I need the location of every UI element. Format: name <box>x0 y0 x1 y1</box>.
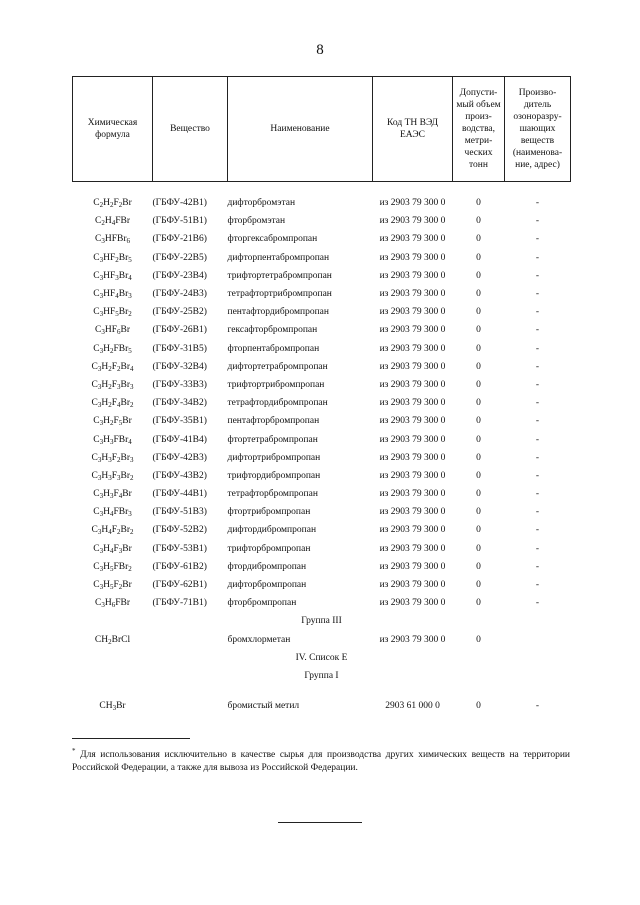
formula-cell <box>73 230 153 248</box>
table-row <box>73 194 571 212</box>
volume-cell: 0 <box>476 343 481 354</box>
hs-code-cell: из 2903 79 300 0 <box>379 416 446 427</box>
hs-code-cell: из 2903 79 300 0 <box>379 561 446 572</box>
table-row <box>73 212 571 230</box>
substance-code-cell: (ГБФУ-22В5) <box>152 252 207 263</box>
volume-cell: 0 <box>476 416 481 427</box>
table-row <box>73 521 571 539</box>
table-row <box>73 376 571 394</box>
substance-name-cell: фтортрибромпропан <box>227 507 311 518</box>
formula-cell <box>73 285 153 303</box>
formula-cell <box>73 467 153 485</box>
volume-cell: 0 <box>476 580 481 591</box>
substance-code-cell: (ГБФУ-26В1) <box>152 325 207 336</box>
substance-code-cell <box>153 631 228 649</box>
hs-code-cell: из 2903 79 300 0 <box>379 598 446 609</box>
formula-cell <box>73 576 153 594</box>
header-volume: Допусти-мый объем произ-водства, метри-ческих тонн <box>453 77 505 182</box>
chemical-formula: $C_3HFBr_6$ <box>95 234 130 246</box>
spacer-row <box>73 182 571 195</box>
formula-cell <box>73 303 153 321</box>
table-row <box>73 467 571 485</box>
substance-code-cell: (ГБФУ-35В1) <box>152 416 207 427</box>
group-iii-heading: Группа III <box>301 616 342 627</box>
substance-code-cell: (ГБФУ-34В2) <box>152 398 207 409</box>
header-hs-code: Код ТН ВЭД ЕАЭС <box>373 77 453 182</box>
hs-code-cell: из 2903 79 300 0 <box>379 507 446 518</box>
hs-code-cell: из 2903 79 300 0 <box>379 325 446 336</box>
table-row <box>73 485 571 503</box>
producer-cell: - <box>535 343 540 354</box>
footnote <box>72 745 570 775</box>
chemical-formula: $C_3H_4F_2Br_2$ <box>91 525 134 537</box>
producer-cell: - <box>535 543 540 554</box>
chemical-formula: $C_2H_2F_2Br$ <box>93 198 132 210</box>
volume-cell: 0 <box>476 701 481 712</box>
producer-cell: - <box>535 701 540 712</box>
chemical-formula: $C_3HF_5Br_2$ <box>93 307 132 319</box>
substance-code-cell: (ГБФУ-51В3) <box>152 507 207 518</box>
producer-cell: - <box>535 489 540 500</box>
table-row <box>73 249 571 267</box>
substance-name-cell: тетрафтортрибромпропан <box>227 289 332 300</box>
chemical-formula: $C_3H_6FBr$ <box>94 598 130 610</box>
volume-cell: 0 <box>476 543 481 554</box>
substance-name-cell: трифторбромпропан <box>227 543 311 554</box>
volume-cell: 0 <box>476 398 481 409</box>
hs-code-cell: из 2903 79 300 0 <box>379 434 446 445</box>
page-end-line <box>278 822 362 823</box>
chemical-formula: $C_3H_3F_4Br$ <box>93 489 132 501</box>
table-row <box>73 631 571 649</box>
producer-cell: - <box>535 525 540 536</box>
formula-cell <box>73 267 153 285</box>
producer-cell: - <box>535 416 540 427</box>
table-row <box>73 558 571 576</box>
chemical-formula: $C_3H_2F_3Br_3$ <box>91 379 134 391</box>
formula-cell <box>73 503 153 521</box>
hs-code-cell: из 2903 79 300 0 <box>379 580 446 591</box>
formula-cell <box>73 485 153 503</box>
chemical-formula: $C_3H_4FBr_3$ <box>93 507 132 519</box>
substance-code-cell: (ГБФУ-51В1) <box>152 216 207 227</box>
volume-cell: 0 <box>476 252 481 263</box>
formula-cell <box>73 412 153 430</box>
chemical-formula: $C_3H_2F_4Br_2$ <box>91 398 134 410</box>
producer-cell: - <box>535 452 540 463</box>
producer-cell: - <box>535 470 540 481</box>
chemical-formula: $C_3HF_3Br_4$ <box>93 270 132 282</box>
table-tail <box>73 612 571 715</box>
producer-cell: - <box>535 234 540 245</box>
producer-cell: - <box>535 289 540 300</box>
formula-cell <box>73 249 153 267</box>
hs-code-cell: из 2903 79 300 0 <box>379 543 446 554</box>
volume-cell: 0 <box>476 289 481 300</box>
substance-name-cell: дифторбромпропан <box>227 580 307 591</box>
formula-cell <box>73 321 153 339</box>
table-row <box>73 358 571 376</box>
table-row <box>73 267 571 285</box>
hs-code-cell: из 2903 79 300 0 <box>379 252 446 263</box>
substance-code-cell: (ГБФУ-44В1) <box>152 489 207 500</box>
chemical-formula: $C_3H_5F_2Br$ <box>93 580 132 592</box>
substance-code-cell: (ГБФУ-42В3) <box>152 452 207 463</box>
group-row <box>73 612 571 630</box>
hs-code-cell: из 2903 79 300 0 <box>379 634 446 645</box>
volume-cell: 0 <box>476 634 481 645</box>
producer-cell: - <box>535 507 540 518</box>
list-e-heading: IV. Список Е <box>295 652 348 663</box>
substances-table <box>72 76 571 715</box>
volume-cell: 0 <box>476 307 481 318</box>
substance-name-cell: фторбромпропан <box>227 598 297 609</box>
chemical-formula: $C_3H_2F_2Br_4$ <box>91 361 134 373</box>
formula-cell <box>73 449 153 467</box>
table-row <box>73 321 571 339</box>
substance-name-cell: дифтортетрабромпропан <box>227 361 328 372</box>
producer-cell: - <box>535 198 540 209</box>
substance-code-cell: (ГБФУ-25В2) <box>152 307 207 318</box>
hs-code-cell: из 2903 79 300 0 <box>379 361 446 372</box>
header-producer: Произво-дитель озоноразру-шающих веществ (наименова-ние, адрес) <box>505 77 571 182</box>
hs-code-cell: из 2903 79 300 0 <box>379 216 446 227</box>
spacer-row <box>73 685 571 697</box>
chemical-formula: $C_3H_4F_3Br$ <box>93 543 132 555</box>
formula-cell <box>73 340 153 358</box>
substance-code-cell: (ГБФУ-21В6) <box>152 234 207 245</box>
producer-cell: - <box>535 307 540 318</box>
substance-code-cell: (ГБФУ-71В1) <box>152 598 207 609</box>
hs-code-cell: из 2903 79 300 0 <box>379 379 446 390</box>
table-row <box>73 430 571 448</box>
volume-cell: 0 <box>476 434 481 445</box>
substance-code-cell <box>153 697 228 715</box>
formula-cell <box>73 430 153 448</box>
substance-code-cell: (ГБФУ-52В2) <box>152 525 207 536</box>
volume-cell: 0 <box>476 270 481 281</box>
volume-cell: 0 <box>476 525 481 536</box>
list-row <box>73 649 571 667</box>
chemical-formula: $CH_3Br$ <box>99 701 126 713</box>
chemical-formula: $C_3H_3FBr_4$ <box>93 434 132 446</box>
chemical-formula: $C_3HF_2Br_5$ <box>93 252 132 264</box>
substance-name-cell: трифтортрибромпропан <box>227 379 325 390</box>
chemical-formula: $C_3HF_4Br_3$ <box>93 289 132 301</box>
group-i-heading: Группа I <box>304 670 339 681</box>
substance-name-cell: пентафтордибромпропан <box>227 307 329 318</box>
substance-name-cell: фторпентабромпропан <box>227 343 320 354</box>
substance-code-cell: (ГБФУ-32В4) <box>152 361 207 372</box>
substance-name-cell: трифтордибромпропан <box>227 470 321 481</box>
substance-name-cell: гексафторбромпропан <box>227 325 318 336</box>
hs-code-cell: из 2903 79 300 0 <box>379 198 446 209</box>
volume-cell: 0 <box>476 325 481 336</box>
producer-cell: - <box>535 561 540 572</box>
substance-code-cell: (ГБФУ-42В1) <box>152 198 207 209</box>
table-row <box>73 340 571 358</box>
substance-code-cell: (ГБФУ-61В2) <box>152 561 207 572</box>
volume-cell: 0 <box>476 379 481 390</box>
volume-cell: 0 <box>476 561 481 572</box>
formula-cell <box>73 631 153 649</box>
formula-cell <box>73 697 153 715</box>
volume-cell: 0 <box>476 198 481 209</box>
substance-name-cell: дифтортрибромпропан <box>227 452 321 463</box>
substance-name-cell: фторбромэтан <box>227 216 286 227</box>
volume-cell: 0 <box>476 361 481 372</box>
chemical-formula: $C_3H_2FBr_5$ <box>93 343 132 355</box>
table-row <box>73 303 571 321</box>
volume-cell: 0 <box>476 452 481 463</box>
producer-cell: - <box>535 216 540 227</box>
hs-code-cell: из 2903 79 300 0 <box>379 343 446 354</box>
table-row <box>73 394 571 412</box>
producer-cell: - <box>535 252 540 263</box>
table-body <box>73 182 571 613</box>
producer-cell: - <box>535 398 540 409</box>
formula-cell <box>73 594 153 612</box>
volume-cell: 0 <box>476 216 481 227</box>
hs-code-cell: из 2903 79 300 0 <box>379 234 446 245</box>
substance-name-cell: фтортетрабромпропан <box>227 434 318 445</box>
substance-code-cell: (ГБФУ-53В1) <box>152 543 207 554</box>
substance-code-cell: (ГБФУ-62В1) <box>152 580 207 591</box>
volume-cell: 0 <box>476 234 481 245</box>
header-substance: Вещество <box>153 77 228 182</box>
formula-cell <box>73 558 153 576</box>
volume-cell: 0 <box>476 598 481 609</box>
substance-code-cell: (ГБФУ-41В4) <box>152 434 207 445</box>
chemical-formula: $CH_2BrCl$ <box>94 634 131 646</box>
page-number: 8 <box>316 42 324 58</box>
formula-cell <box>73 376 153 394</box>
chemical-formula: $C_3H_3F_2Br_3$ <box>91 452 134 464</box>
substance-name-cell: трифтортетрабромпропан <box>227 270 332 281</box>
substance-name-cell: тетрафтордибромпропан <box>227 398 328 409</box>
chemical-formula: $C_3H_3F_3Br_2$ <box>91 470 134 482</box>
substance-name-cell: фтордибромпропан <box>227 561 307 572</box>
hs-code-cell: из 2903 79 300 0 <box>379 307 446 318</box>
table-row <box>73 503 571 521</box>
formula-cell <box>73 540 153 558</box>
footnote-mark: * <box>72 747 76 755</box>
substance-name-cell: дифтордибромпропан <box>227 525 317 536</box>
volume-cell: 0 <box>476 507 481 518</box>
producer-cell: - <box>535 361 540 372</box>
header-name: Наименование <box>228 77 373 182</box>
producer-cell <box>505 631 571 649</box>
formula-cell <box>73 358 153 376</box>
table-row <box>73 697 571 715</box>
table-row <box>73 230 571 248</box>
formula-cell <box>73 194 153 212</box>
producer-cell: - <box>535 598 540 609</box>
chemical-formula: $C_3H_5FBr_2$ <box>93 561 132 573</box>
substance-code-cell: (ГБФУ-24В3) <box>152 289 207 300</box>
table-row <box>73 412 571 430</box>
table-row <box>73 540 571 558</box>
chemical-formula: $C_3HF_6Br$ <box>95 325 130 337</box>
formula-cell <box>73 394 153 412</box>
footnote-text: Для использования исключительно в качестве сырья для производства других химических веществ на территории Российской Федерации, а также для вывоза из Российской Федерации. <box>72 750 570 774</box>
substance-name-cell: дифторбромэтан <box>227 198 296 209</box>
substance-name-cell: пентафторбромпропан <box>227 416 320 427</box>
substance-name-cell: дифторпентабромпропан <box>227 252 330 263</box>
volume-cell: 0 <box>476 489 481 500</box>
table-row <box>73 594 571 612</box>
substance-name-cell: тетрафторбромпропан <box>227 489 318 500</box>
hs-code-cell: из 2903 79 300 0 <box>379 525 446 536</box>
group-row <box>73 667 571 685</box>
substance-code-cell: (ГБФУ-31В5) <box>152 343 207 354</box>
hs-code-cell: из 2903 79 300 0 <box>379 270 446 281</box>
chemical-formula: $C_3H_2F_5Br$ <box>93 416 132 428</box>
hs-code-cell: из 2903 79 300 0 <box>379 452 446 463</box>
formula-cell <box>73 212 153 230</box>
table-header-row <box>73 77 571 182</box>
hs-code-cell: из 2903 79 300 0 <box>379 398 446 409</box>
volume-cell: 0 <box>476 470 481 481</box>
footnote-separator <box>72 738 190 739</box>
substance-name-cell: бромистый метил <box>227 701 300 712</box>
table-row <box>73 449 571 467</box>
hs-code-cell: из 2903 79 300 0 <box>379 489 446 500</box>
substance-code-cell: (ГБФУ-43В2) <box>152 470 207 481</box>
hs-code-cell: из 2903 79 300 0 <box>379 470 446 481</box>
producer-cell: - <box>535 270 540 281</box>
producer-cell: - <box>535 379 540 390</box>
formula-cell <box>73 521 153 539</box>
table-row <box>73 576 571 594</box>
producer-cell: - <box>535 580 540 591</box>
chemical-formula: $C_2H_4FBr$ <box>94 216 130 228</box>
table-row <box>73 285 571 303</box>
header-formula: Химическая формула <box>73 77 153 182</box>
substance-code-cell: (ГБФУ-23В4) <box>152 270 207 281</box>
producer-cell: - <box>535 434 540 445</box>
hs-code-cell: из 2903 79 300 0 <box>379 289 446 300</box>
substance-name-cell: фторгексабромпропан <box>227 234 318 245</box>
producer-cell: - <box>535 325 540 336</box>
substance-code-cell: (ГБФУ-33В3) <box>152 379 207 390</box>
substance-name-cell: бромхлорметан <box>227 634 291 645</box>
hs-code-cell: 2903 61 000 0 <box>385 701 440 712</box>
